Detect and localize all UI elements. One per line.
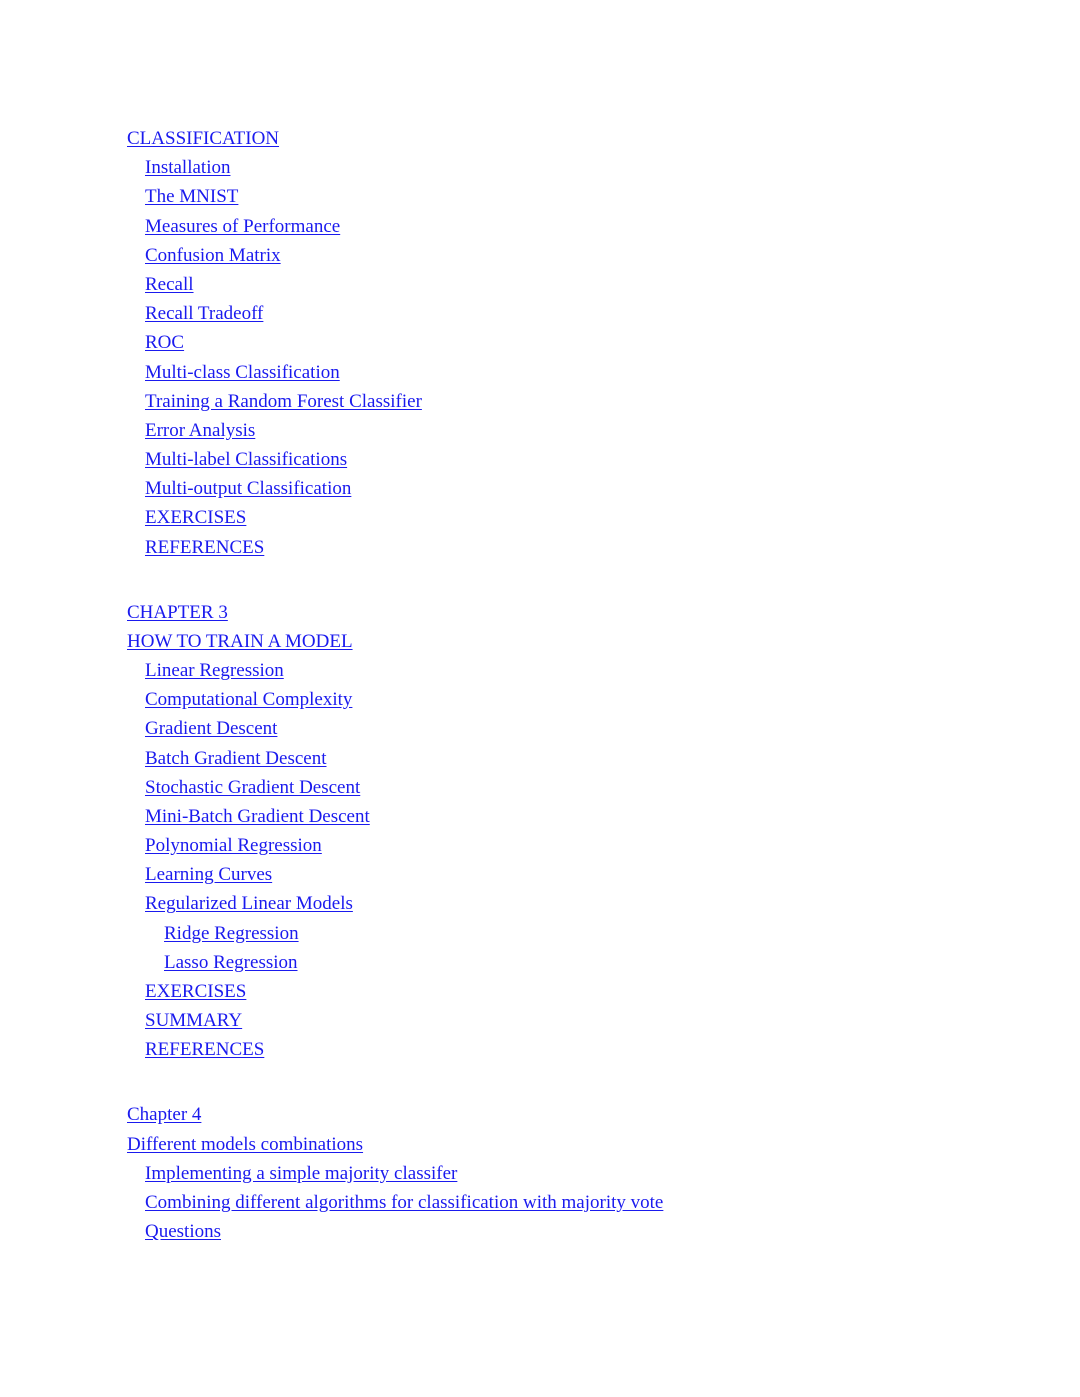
- toc-entry: [0, 124, 1080, 153]
- toc-link-multi-label-classifications[interactable]: Multi-label Classifications: [145, 449, 348, 471]
- toc-section-chapter-3: [0, 598, 1080, 1065]
- table-of-contents: [0, 124, 1080, 1246]
- toc-link-combining-algorithms-majority-vote[interactable]: Combining different algorithms for classification with majority vote: [145, 1191, 664, 1213]
- toc-link-questions[interactable]: Questions: [145, 1221, 221, 1243]
- toc-entry: [0, 270, 1080, 299]
- toc-entry: [0, 1217, 1080, 1246]
- toc-link-error-analysis[interactable]: Error Analysis: [145, 419, 256, 441]
- toc-entry: [0, 358, 1080, 387]
- toc-entry: [0, 889, 1080, 918]
- toc-entry: [0, 1188, 1080, 1217]
- toc-entry: [0, 627, 1080, 656]
- toc-entry: [0, 387, 1080, 416]
- toc-link-roc[interactable]: ROC: [145, 332, 185, 354]
- toc-entry: [0, 685, 1080, 714]
- toc-entry: [0, 241, 1080, 270]
- toc-entry: [0, 416, 1080, 445]
- toc-link-installation[interactable]: Installation: [145, 157, 231, 179]
- toc-link-exercises[interactable]: EXERCISES: [145, 981, 247, 1003]
- toc-link-classification[interactable]: CLASSIFICATION: [127, 128, 280, 149]
- toc-link-recall-tradeoff[interactable]: Recall Tradeoff: [145, 303, 264, 325]
- toc-link-summary[interactable]: SUMMARY: [145, 1010, 243, 1032]
- toc-link-ridge-regression[interactable]: Ridge Regression: [164, 922, 299, 944]
- toc-entry: [0, 212, 1080, 241]
- toc-entry: [0, 977, 1080, 1006]
- toc-entry: [0, 744, 1080, 773]
- toc-link-references[interactable]: REFERENCES: [145, 1039, 265, 1061]
- toc-link-chapter-3[interactable]: CHAPTER 3: [127, 601, 228, 623]
- section-spacer: [0, 562, 1080, 598]
- toc-link-multi-class-classification[interactable]: Multi-class Classification: [145, 361, 340, 383]
- toc-entry: [0, 1035, 1080, 1064]
- section-spacer: [0, 1065, 1080, 1101]
- toc-entry: [0, 860, 1080, 889]
- toc-entry: [0, 533, 1080, 562]
- toc-link-simple-majority-classifer[interactable]: Implementing a simple majority classifer: [145, 1162, 458, 1184]
- toc-entry: [0, 948, 1080, 977]
- toc-entry: [0, 714, 1080, 743]
- toc-link-different-models-combinations[interactable]: Different models combinations: [127, 1133, 364, 1155]
- toc-link-the-mnist[interactable]: The MNIST: [145, 186, 239, 208]
- toc-entry: [0, 1100, 1080, 1129]
- toc-entry: [0, 773, 1080, 802]
- toc-link-lasso-regression[interactable]: Lasso Regression: [164, 951, 298, 973]
- toc-entry: [0, 802, 1080, 831]
- toc-link-learning-curves[interactable]: Learning Curves: [145, 864, 273, 886]
- toc-entry: [0, 919, 1080, 948]
- toc-entry: [0, 328, 1080, 357]
- toc-entry: [0, 474, 1080, 503]
- toc-link-stochastic-gradient-descent[interactable]: Stochastic Gradient Descent: [145, 776, 361, 798]
- toc-link-recall[interactable]: Recall: [145, 273, 194, 295]
- toc-entry: [0, 1159, 1080, 1188]
- toc-entry: [0, 1006, 1080, 1035]
- toc-link-exercises[interactable]: EXERCISES: [145, 507, 247, 529]
- toc-link-measures-of-performance[interactable]: Measures of Performance: [145, 215, 341, 237]
- toc-entry: [0, 656, 1080, 685]
- toc-link-how-to-train-a-model[interactable]: HOW TO TRAIN A MODEL: [127, 630, 353, 652]
- toc-link-batch-gradient-descent[interactable]: Batch Gradient Descent: [145, 747, 327, 769]
- toc-entry: [0, 598, 1080, 627]
- toc-link-multi-output-classification[interactable]: Multi-output Classification: [145, 478, 352, 500]
- toc-section-chapter-4: [0, 1100, 1080, 1246]
- toc-link-polynomial-regression[interactable]: Polynomial Regression: [145, 835, 322, 857]
- toc-link-mini-batch-gradient-descent[interactable]: Mini-Batch Gradient Descent: [145, 805, 370, 827]
- toc-link-references[interactable]: REFERENCES: [145, 536, 265, 558]
- toc-link-training-random-forest[interactable]: Training a Random Forest Classifier: [145, 390, 422, 412]
- toc-entry: [0, 503, 1080, 532]
- toc-entry: [0, 182, 1080, 211]
- toc-entry: [0, 299, 1080, 328]
- toc-entry: [0, 1130, 1080, 1159]
- toc-link-gradient-descent[interactable]: Gradient Descent: [145, 718, 278, 740]
- toc-section-classification: [0, 124, 1080, 562]
- toc-link-computational-complexity[interactable]: Computational Complexity: [145, 689, 353, 711]
- toc-link-chapter-4[interactable]: Chapter 4: [127, 1104, 202, 1126]
- toc-entry: [0, 445, 1080, 474]
- toc-link-confusion-matrix[interactable]: Confusion Matrix: [145, 244, 281, 266]
- toc-entry: [0, 831, 1080, 860]
- toc-link-linear-regression[interactable]: Linear Regression: [145, 659, 284, 681]
- toc-link-regularized-linear-models[interactable]: Regularized Linear Models: [145, 893, 353, 915]
- toc-entry: [0, 153, 1080, 182]
